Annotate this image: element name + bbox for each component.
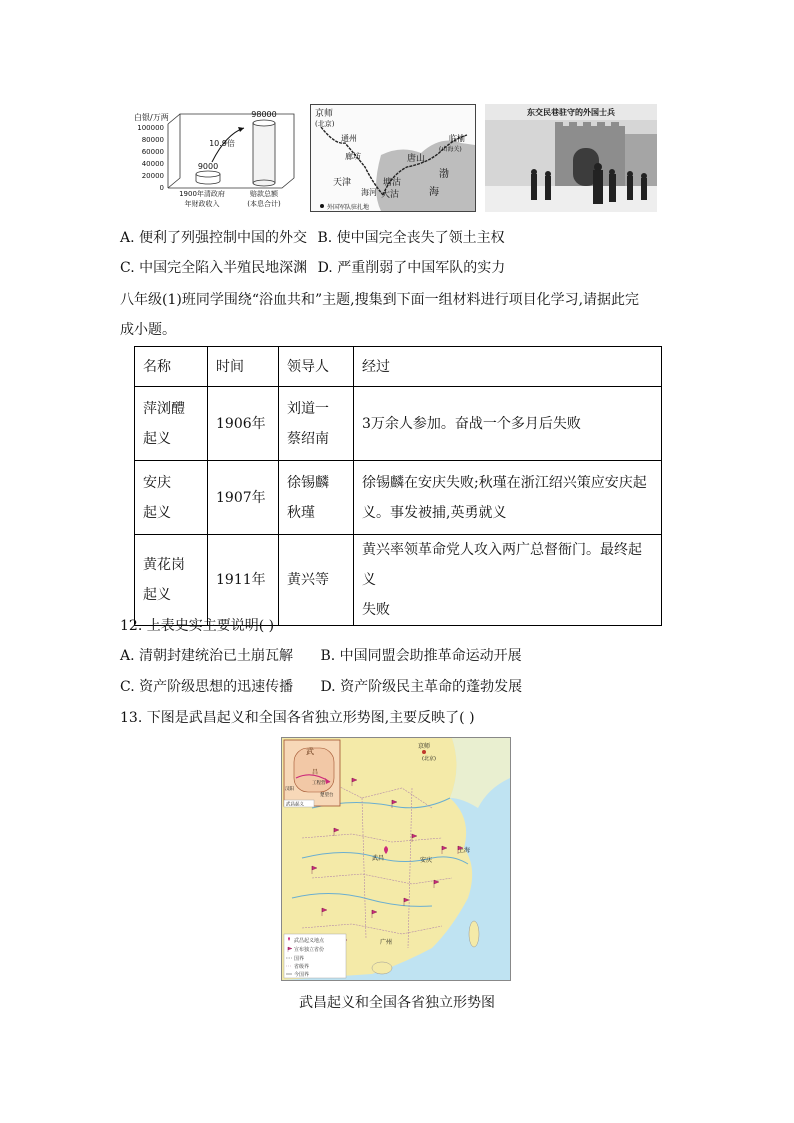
map-label-langfang: 廊坊 — [345, 152, 361, 161]
tick-label: 100000 — [137, 124, 164, 132]
name-line: 安庆 — [143, 474, 171, 491]
row-leaders — [279, 535, 354, 626]
q12-options-row2 — [120, 677, 522, 697]
inset-hanyang: 汉阳 — [285, 787, 294, 792]
q12-options-row1 — [120, 646, 522, 666]
intro-line1: 八年级(1)班同学围绕“浴血共和”主题,搜集到下面一组材料进行项目化学习,请据此完 — [120, 292, 640, 308]
name-line: 起义 — [143, 504, 171, 521]
map-label-tianjin: 天津 — [333, 178, 352, 188]
row-time: 1906年 — [208, 387, 279, 461]
name-line: 起义 — [143, 430, 171, 447]
q11-options-row2 — [120, 258, 505, 278]
map-label-shanhaiguan: (山海关) — [439, 146, 462, 153]
map-label-dagu: 大沽 — [381, 190, 400, 200]
intro-line2: 成小题。 — [120, 322, 176, 338]
q11-option-d[interactable]: D. 严重削弱了中国军队的实力 — [317, 260, 506, 276]
inset-chuwangtai: 楚望台 — [320, 793, 334, 798]
leader-line: 秋瑾 — [287, 504, 315, 521]
header-leaders: 领导人 — [279, 347, 354, 387]
bar2-value: 98000 — [251, 110, 277, 119]
railway-map-figure — [310, 104, 476, 212]
row-name — [135, 535, 208, 626]
leader-line: 刘道一 — [287, 400, 329, 417]
row-time: 1911年 — [208, 535, 279, 626]
process-line: 3万余人参加。奋战一个多月后失败 — [362, 415, 581, 432]
table-row — [135, 461, 662, 535]
map-label-beijing: (北京) — [315, 120, 335, 128]
map-label-tangshan: 唐山 — [407, 154, 426, 164]
process-line: 黄兴率领革命党人攻入两广总督衙门。最终起义 — [362, 542, 642, 588]
row-process — [354, 461, 662, 535]
header-name: 名称 — [135, 347, 208, 387]
name-line: 黄花岗 — [143, 557, 185, 573]
indemnity-chart-figure — [118, 104, 304, 212]
map-label-guangzhou: 广州 — [380, 939, 393, 946]
inset-gongchengying: 工程营 — [312, 781, 326, 786]
row-process — [354, 535, 662, 626]
process-line: 失败 — [362, 602, 390, 618]
leader-line: 徐锡麟 — [287, 474, 329, 491]
tick-label: 80000 — [141, 136, 164, 144]
leader-line: 蔡绍南 — [287, 430, 329, 447]
q11-options-row1 — [120, 228, 505, 248]
q12-option-a[interactable]: A. 清朝封建统治已土崩瓦解 — [120, 648, 294, 664]
map-label-bohai: 渤 — [439, 169, 449, 180]
leader-line: 黄兴等 — [287, 572, 329, 588]
map-label-anqing: 安庆 — [420, 857, 433, 864]
map-legend-item: 武昌起义地点 — [294, 938, 325, 944]
tick-label: 0 — [159, 184, 164, 192]
map-label-tongzhou: 通州 — [341, 134, 357, 143]
map-label-wuchang: 武昌 — [372, 855, 385, 862]
uprisings-table — [134, 346, 662, 626]
q12-option-c[interactable]: C. 资产阶级思想的迅速传播 — [120, 679, 294, 695]
inset-chang: 昌 — [312, 769, 319, 776]
bar2-label-line2: (本息合计) — [247, 200, 281, 208]
process-line: 义。事发被捕,英勇就义 — [362, 504, 507, 521]
row-process — [354, 387, 662, 461]
q12-option-d[interactable]: D. 资产阶级民主革命的蓬勃发展 — [320, 679, 523, 695]
q11-option-c[interactable]: C. 中国完全陷入半殖民地深渊 — [120, 260, 308, 276]
photo-title: 东交民巷驻守的外国士兵 — [527, 108, 615, 117]
q13-stem: 13. 下图是武昌起义和全国各省独立形势图,主要反映了( ) — [120, 710, 475, 726]
table-header-row — [135, 347, 662, 387]
map-label-linyu: 临榆 — [449, 134, 465, 143]
header-time: 时间 — [208, 347, 279, 387]
row-leaders — [279, 387, 354, 461]
bar1-label-line2: 年财政收入 — [184, 200, 220, 208]
row-time: 1907年 — [208, 461, 279, 535]
map-label-tanggu: 塘沽 — [383, 178, 402, 188]
bar2-label-line1: 赔款总额 — [250, 190, 278, 198]
tick-label: 60000 — [141, 148, 164, 156]
name-line: 起义 — [143, 587, 171, 603]
multiplier-label: 10.9倍 — [209, 139, 235, 148]
bar1-label-line1: 1900年清政府 — [179, 190, 225, 198]
inset-title: 武 — [306, 747, 314, 756]
q12-option-b[interactable]: B. 中国同盟会助推革命运动开展 — [320, 648, 522, 664]
chart-unit-label: 白银/万两 — [134, 113, 169, 122]
map-caption: 武昌起义和全国各省独立形势图 — [299, 995, 495, 1011]
map-legend-item: 国界 — [294, 956, 305, 962]
process-line: 徐锡麟在安庆失败;秋瑾在浙江绍兴策应安庆起 — [362, 474, 647, 491]
row-name — [135, 387, 208, 461]
q11-option-b[interactable]: B. 使中国完全丧失了领土主权 — [317, 230, 505, 246]
tick-label: 40000 — [141, 160, 164, 168]
soldiers-photo-figure — [485, 104, 657, 212]
map-label-hai: 海 — [429, 187, 439, 198]
name-line: 萍浏醴 — [143, 400, 185, 417]
map-legend-item: 省级界 — [294, 964, 310, 970]
inset-caption: 武昌起义 — [286, 802, 304, 808]
map-legend-item: 今国界 — [294, 972, 310, 978]
bar1-value: 9000 — [197, 162, 219, 171]
map-label-hai-river: 海河 — [361, 188, 377, 197]
map-label-beijing: (北京) — [422, 756, 436, 762]
table-row — [135, 535, 662, 626]
map-legend-item: 宣布独立省份 — [294, 947, 325, 953]
row-name — [135, 461, 208, 535]
map-label-jingshi: 京师 — [418, 743, 431, 750]
q11-option-a[interactable]: A. 便利了列强控制中国的外交 — [120, 230, 308, 246]
wuchang-uprising-map — [281, 737, 511, 981]
table-row — [135, 387, 662, 461]
header-process: 经过 — [354, 347, 662, 387]
tick-label: 20000 — [141, 172, 164, 180]
map-label-jingshi: 京师 — [315, 109, 334, 119]
map-label-shanghai: 上海 — [458, 847, 471, 854]
row-leaders — [279, 461, 354, 535]
q12-stem: 12. 上表史实主要说明( ) — [120, 618, 275, 634]
map-legend: 外国军队驻扎地 — [327, 204, 370, 211]
